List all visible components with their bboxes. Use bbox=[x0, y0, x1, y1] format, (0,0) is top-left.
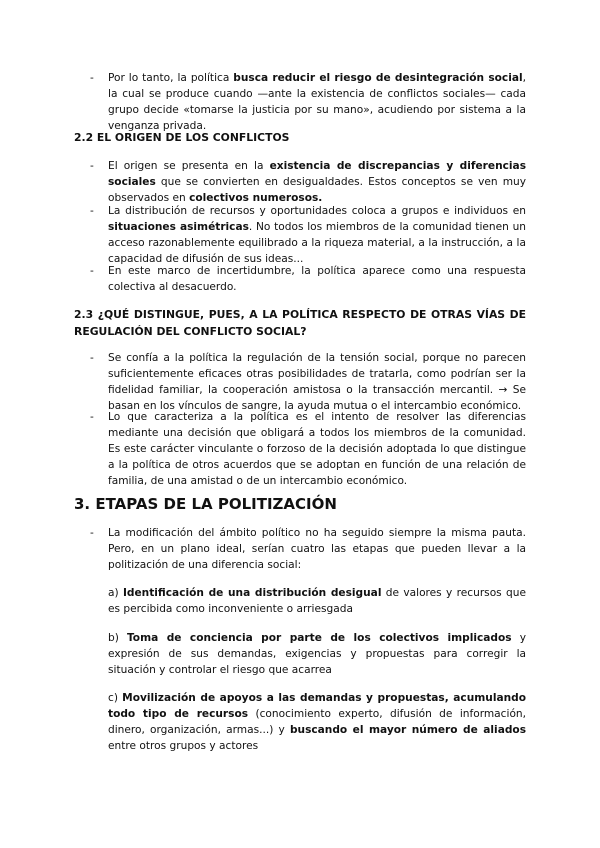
bullet-reduce-risk: - Por lo tanto, la política busca reducir el riesgo de desintegración social, la cual se produce cuando —ante la existencia de conflictos sociales— cada grupo decide «tomarse la justicia por su mano», acudiendo por sistema a la venganza privada. bbox=[90, 72, 526, 132]
bullet-uncertainty: - En este marco de incertidumbre, la política aparece como una respuesta colectiva al desacuerdo. bbox=[90, 265, 526, 293]
bullet-stages: - La modificación del ámbito político no ha seguido siempre la misma pauta. Pero, en un plano ideal, serían cuatro las etapas que pueden llevar a la politización de una diferencia social: bbox=[90, 527, 526, 571]
bullet-characteristic: - Lo que caracteriza a la política es el intento de resolver las diferencias mediante una decisión que obligará a todos los miembros de la comunidad. Es este carácter vinculante o forzoso de la decisión adoptada lo que distingue a la política de otros acuerdos que se adoptan en función de una relación de familia, de una amistad o de un intercambio económico. bbox=[90, 411, 526, 487]
stage-a: a) Identificación de una distribución desigual de valores y recursos que es percibida como inconveniente o arriesgada bbox=[108, 587, 526, 615]
bullet-origin: - El origen se presenta en la existencia de discrepancias y diferencias sociales que se convierten en desigualdades. Estos conceptos se ven muy observados en colectivos numerosos. bbox=[90, 160, 527, 204]
stage-b: b) Toma de conciencia por parte de los colectivos implicados y expresión de sus demandas, exigencias y propuestas para corregir la situación y controlar el riesgo que acarrea bbox=[108, 632, 527, 676]
bullet-distribution: - La distribución de recursos y oportunidades coloca a grupos e individuos en situaciones asimétricas. No todos los miembros de la comunidad tienen un acceso razonablemente equilibrado a la riqueza material, a la instrucción, a la capacidad de difusión de sus ideas... bbox=[90, 205, 526, 265]
heading-2-2: 2.2 EL ORIGEN DE LOS CONFLICTOS bbox=[74, 131, 290, 144]
stage-c: c) Movilización de apoyos a las demandas y propuestas, acumulando todo tipo de recursos (conocimiento experto, difusión de información, dinero, organización, armas...) y buscando el mayor número de aliados entre otros grupos y actores bbox=[108, 692, 527, 752]
heading-2-3: 2.3 ¿QUÉ DISTINGUE, PUES, A LA POLÍTICA RESPECTO DE OTRAS VÍAS DE REGULACIÓN DEL CONFLICTO SOCIAL? bbox=[74, 308, 526, 338]
bullet-regulation: - Se confía a la política la regulación de la tensión social, porque no parecen suficientemente eficaces otras posibilidades de tratarla, como podrían ser la fidelidad familiar, la cooperación amistosa o la transacción mercantil. → Se basan en los vínculos de sangre, la ayuda mutua o el intercambio económico. bbox=[90, 352, 526, 412]
heading-3: 3. ETAPAS DE LA POLITIZACIÓN bbox=[74, 495, 337, 513]
